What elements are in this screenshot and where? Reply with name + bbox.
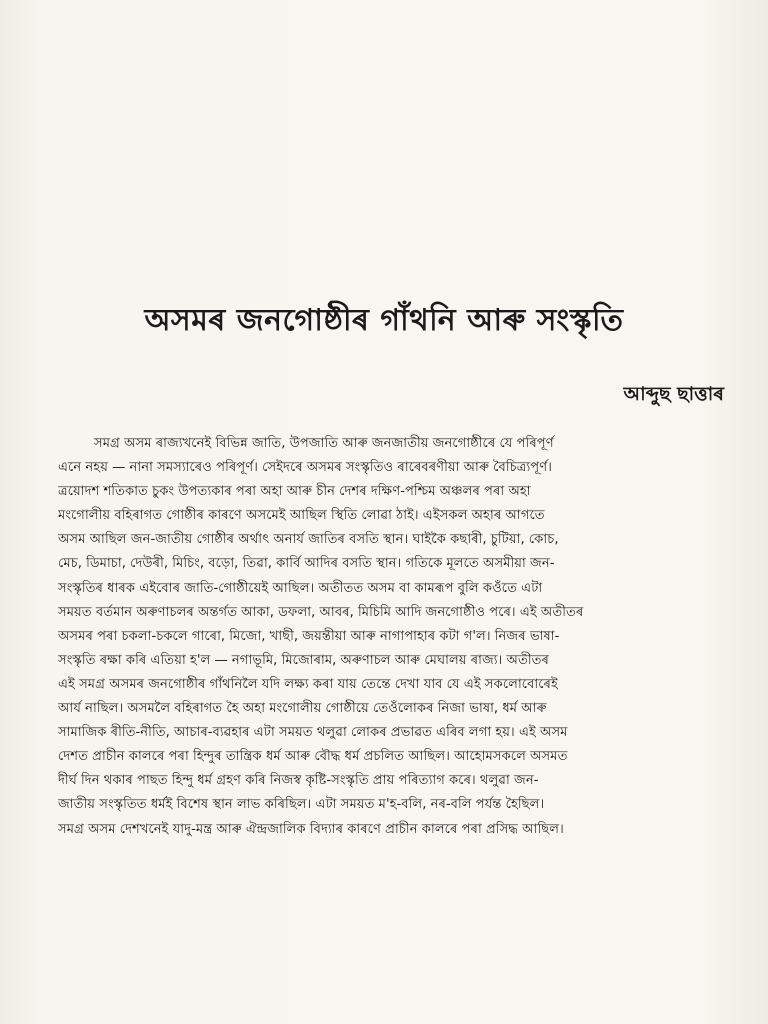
paragraph-line: দীৰ্ঘ দিন থকাৰ পাছত হিন্দু ধৰ্ম গ্ৰহণ কৰি নিজস্ব কৃষ্টি-সংস্কৃতি প্ৰায় পৰিত্যাগ কৰে। থলুৱা জন- bbox=[58, 773, 539, 789]
paragraph-line: সংস্কৃতিৰ ধাৰক এইবোৰ জাতি-গোষ্ঠীয়েই আছিল। অতীতত অসম বা কামৰূপ বুলি কওঁতে এটা bbox=[58, 580, 543, 596]
paragraph-line: অসমৰ পৰা চকলা-চকলে গাৰো, মিজো, খাছী, জয়ন্তীয়া আৰু নাগাপাহাৰ কটা গ'ল। নিজৰ ভাষা- bbox=[58, 628, 560, 644]
paragraph-line: মেচ, ডিমাচা, দেউৰী, মিচিং, বড়ো, তিৱা, কাৰ্বি আদিৰ বসতি স্থান। গতিকে মূলতে অসমীয়া জন- bbox=[58, 556, 555, 572]
paragraph-line: সময়ত বৰ্তমান অৰুণাচলৰ অন্তৰ্গত আকা, ডফলা, আবৰ, মিচিমি আদি জনগোষ্ঠীও পৰে। এই অতীতৰ bbox=[58, 604, 584, 620]
paragraph-line: সামাজিক ৰীতি-নীতি, আচাৰ-ব্যৱহাৰ এটা সময়ত থলুৱা লোকৰ প্ৰভাৱত এৰিব লগা হয়। এই অসম bbox=[58, 725, 568, 741]
paragraph-line: সমগ্ৰ অসম দেশখনেই যাদু-মন্ত্ৰ আৰু ঐন্দ্ৰজালিক বিদ্যাৰ কাৰণে প্ৰাচীন কালৰে পৰা প্ৰসিদ্ধ আছিল। bbox=[58, 821, 564, 837]
paragraph-line: এই সমগ্ৰ অসমৰ জনগোষ্ঠীৰ গাঁথনিলৈ যদি লক্ষ্য কৰা যায় তেন্তে দেখা যাব যে এই সকলোবোৰেই bbox=[58, 676, 558, 692]
article-body bbox=[58, 432, 726, 842]
article-title: অসমৰ জনগোষ্ঠীৰ গাঁথনি আৰু সংস্কৃতি bbox=[144, 303, 624, 338]
paragraph-line: অসম আছিল জন-জাতীয় গোষ্ঠীৰ অৰ্থাৎ অনাৰ্য জাতিৰ বসতি স্থান। ঘাইকৈ কছাৰী, চুটিয়া, কোচ, bbox=[58, 532, 559, 548]
paragraph-line: আৰ্য নাছিল। অসমলৈ বহিৰাগত হৈ অহা মংগোলীয় গোষ্ঠীয়ে তেওঁলোকৰ নিজা ভাষা, ধৰ্ম আৰু bbox=[58, 701, 547, 717]
paragraph-line: সমগ্ৰ অসম ৰাজ্যখনেই বিভিন্ন জাতি, উপজাতি আৰু জনজাতীয় জনগোষ্ঠীৰে যে পৰিপূৰ্ণ bbox=[94, 436, 554, 451]
paragraph-line: দেশত প্ৰাচীন কালৰে পৰা হিন্দুৰ তান্ত্ৰিক ধৰ্ম আৰু বৌদ্ধ ধৰ্ম প্ৰচলিত আছিল। আহোমসকলে অসমত bbox=[58, 749, 568, 765]
paragraph-line: মংগোলীয় বহিৰাগত গোষ্ঠীৰ কাৰণে অসমেই আছিল স্থিতি লোৱা ঠাই। এইসকল অহাৰ আগতে bbox=[58, 508, 545, 524]
author-name: আব্দুছ ছাত্তাৰ bbox=[623, 383, 724, 405]
paragraph-line: জাতীয় সংস্কৃতিত ধৰ্মই বিশেষ স্থান লাভ কৰিছিল। এটা সময়ত ম'হ-বলি, নৰ-বলি পৰ্যন্ত হৈছিল। bbox=[58, 797, 545, 813]
paragraph-line: এনে নহয় — নানা সমস্যাৰেও পৰিপূৰ্ণ। সেইদৰে অসমৰ সংস্কৃতিও ৰাৰেবৰণীয়া আৰু বৈচিত্ৰ্যপূৰ্ণ। bbox=[58, 460, 552, 476]
paragraph-line: সংস্কৃতি ৰক্ষা কৰি এতিয়া হ'ল — নগাভূমি, মিজোৰাম, অৰুণাচল আৰু মেঘালয় ৰাজ্য। অতীতৰ bbox=[58, 652, 549, 668]
paragraph-line: ত্ৰয়োদশ শতিকাত চুকং উপত্যকাৰ পৰা অহা আৰু চীন দেশৰ দক্ষিণ-পশ্চিম অঞ্চলৰ পৰা অহা bbox=[58, 484, 531, 500]
